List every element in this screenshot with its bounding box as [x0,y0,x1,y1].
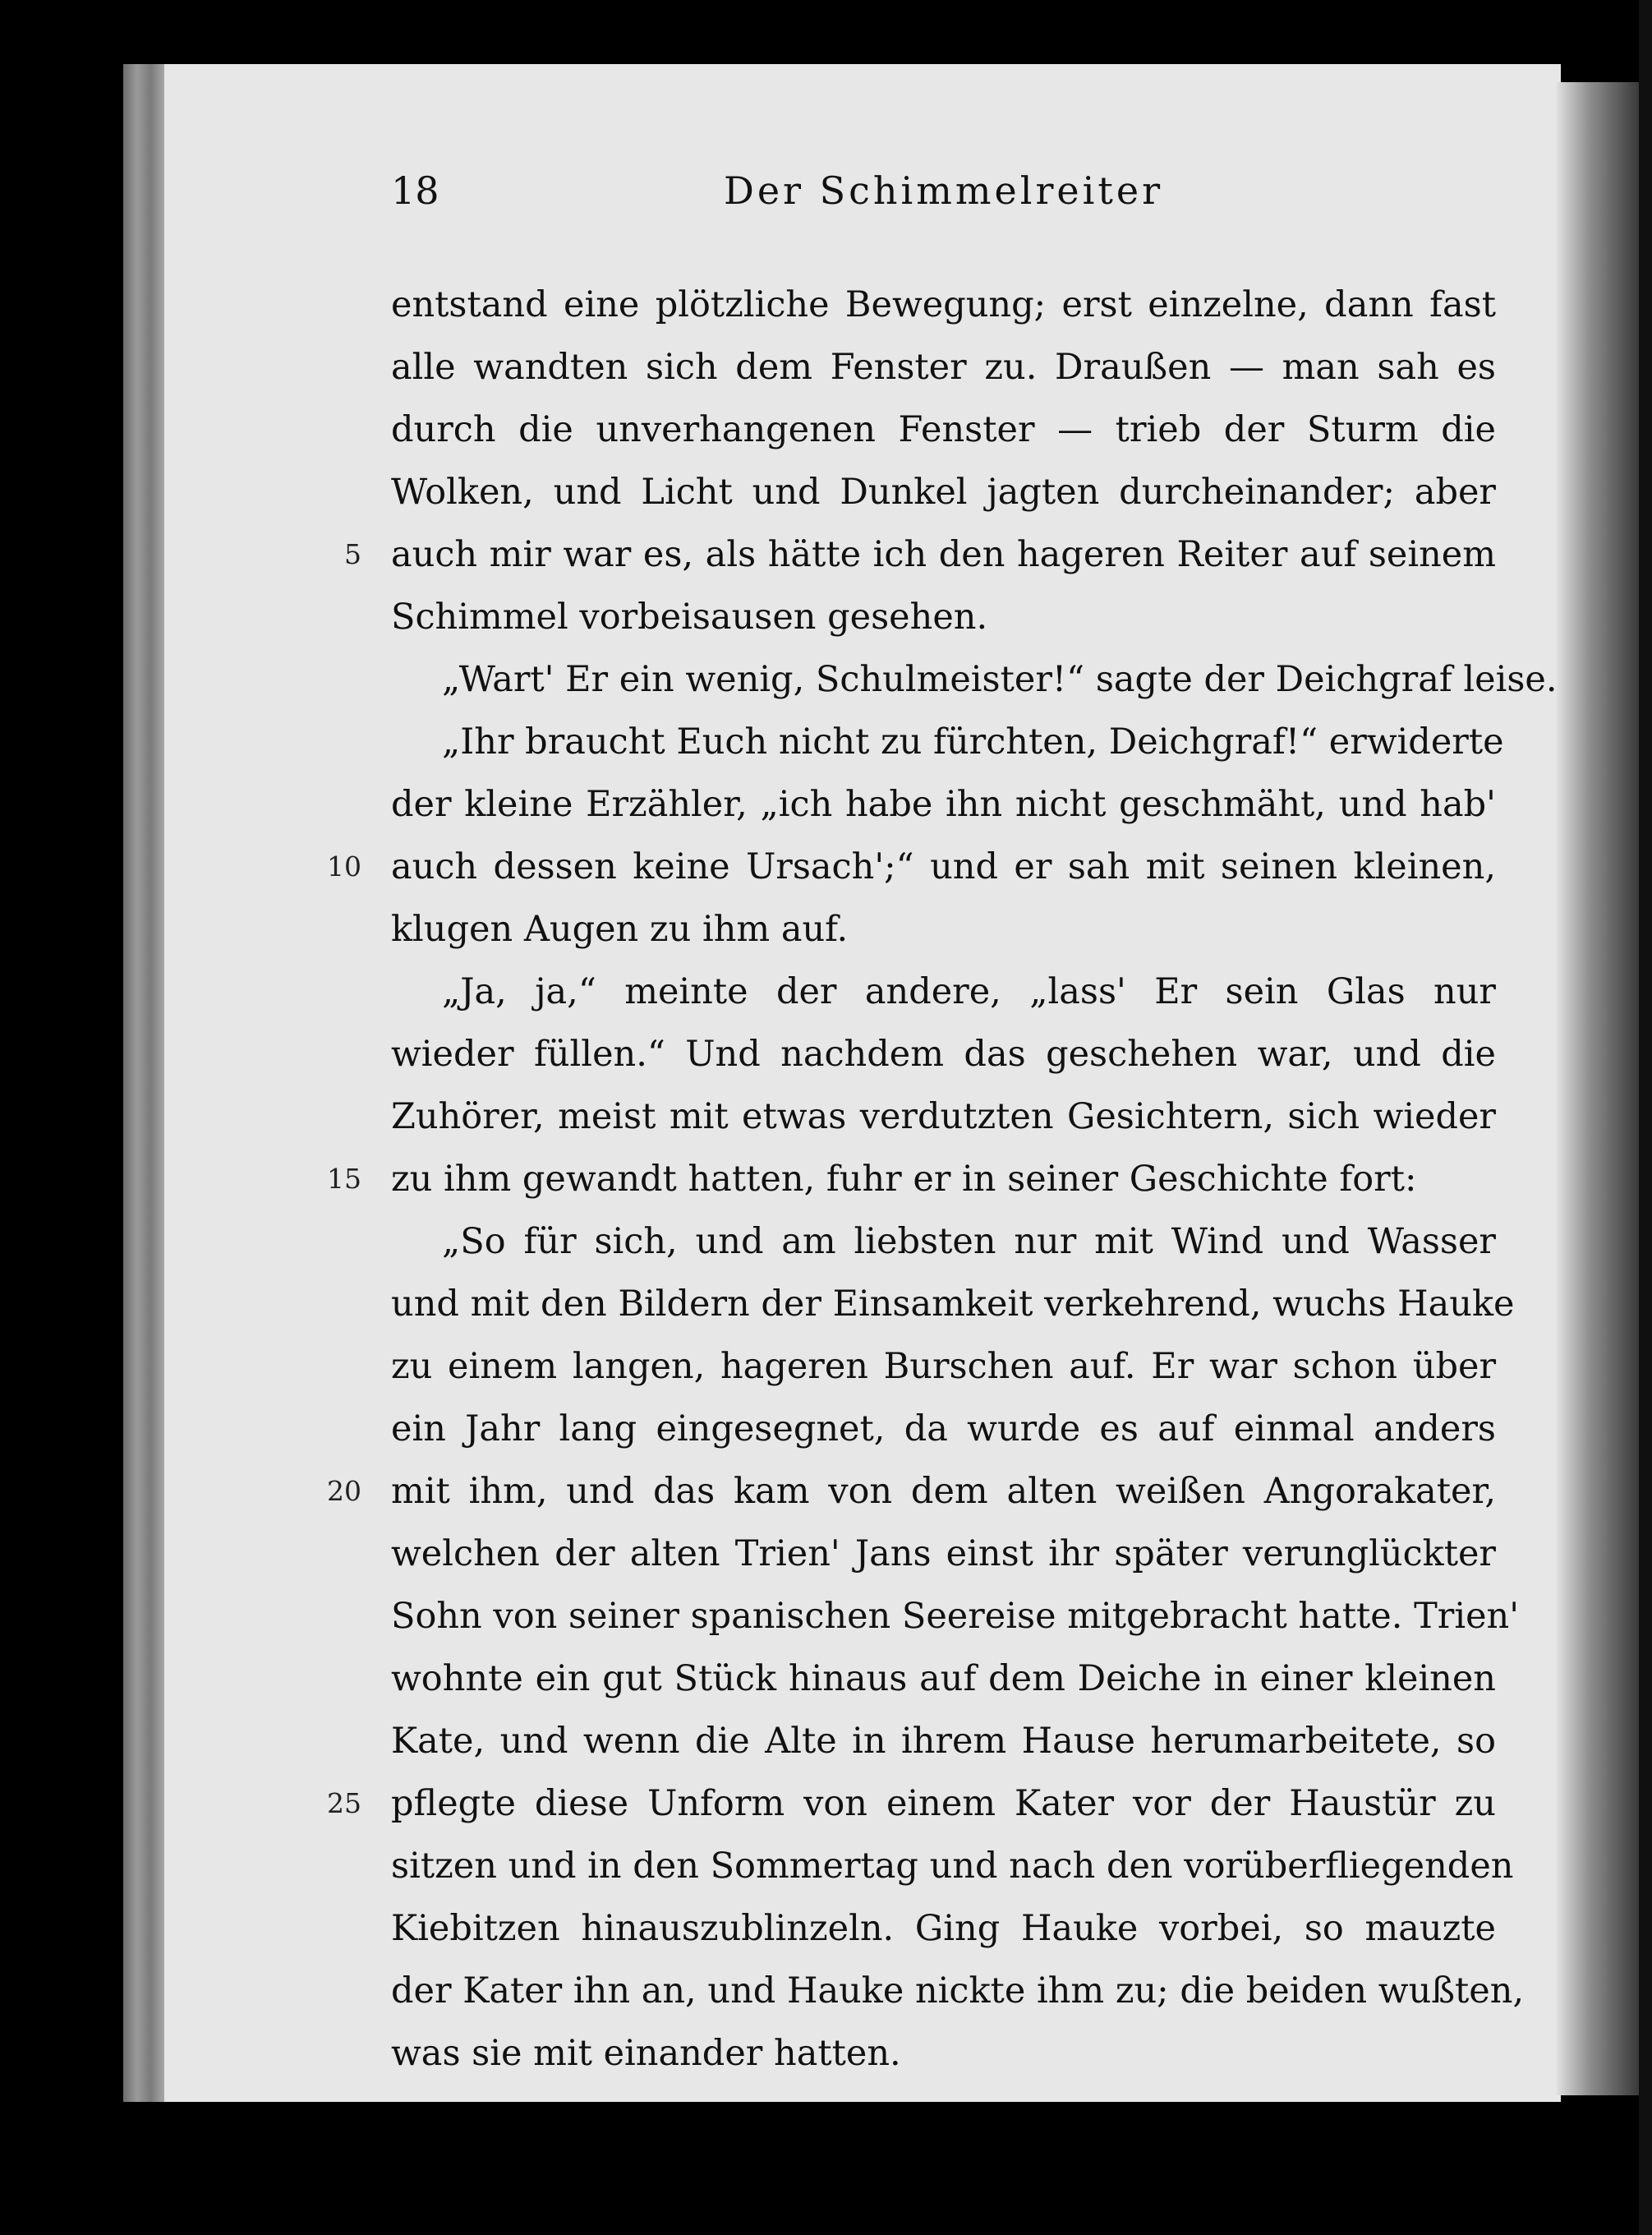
line-text: „Wart' Er ein wenig, Schulmeister!“ sagte der Deichgraf leise. [442,659,1558,700]
line-text: Wolken, und Licht und Dunkel jagten durcheinander; aber [391,472,1496,513]
text-line [391,1647,1496,1710]
page-edge-left [123,64,169,2102]
text-line [391,1897,1496,1960]
line-text: ein Jahr lang eingesegnet, da wurde es auf einmal anders [391,1408,1496,1449]
text-line [391,1523,1496,1585]
text-line [391,711,1504,773]
facing-page-strip [1639,0,1652,2235]
running-head [391,168,1496,234]
line-text: Kate, und wenn die Alte in ihrem Hause herumarbeitete, so [391,1721,1496,1762]
text-line [327,1460,1496,1523]
line-text: „Ja, ja,“ meinte der andere, „lass' Er sein Glas nur [442,971,1496,1012]
body-text [327,274,1558,2085]
text-line [391,1398,1496,1460]
text-line [391,586,1496,648]
line-number: 20 [327,1475,361,1507]
text-line [391,1335,1496,1398]
text-line [391,1585,1520,1647]
line-text: wieder füllen.“ Und nachdem das geschehen war, und die [391,1034,1496,1075]
line-number: 10 [327,850,361,882]
line-text: was sie mit einander hatten. [391,2033,901,2074]
line-text: auch mir war es, als hätte ich den hageren Reiter auf seinem [391,534,1496,575]
text-line [391,1710,1496,1772]
text-line [327,1148,1496,1210]
text-line [327,836,1496,898]
text-line [391,399,1496,461]
line-text: Schimmel vorbeisausen gesehen. [391,597,988,638]
page-edge-right [1557,82,1639,2095]
text-line [391,648,1558,711]
line-text: pflegte diese Unform von einem Kater vor der Haustür zu [391,1783,1496,1824]
text-line [391,1210,1496,1273]
line-text: sitzen und in den Sommertag und nach den vorüberfliegenden [391,1846,1514,1887]
line-text: „So für sich, und am liebsten nur mit Wind und Wasser [442,1221,1496,1262]
line-number: 25 [327,1787,361,1819]
line-number: 15 [327,1163,361,1195]
text-line [391,336,1496,399]
text-line [391,2022,1496,2085]
text-line [391,1085,1496,1148]
text-line [391,898,1496,961]
text-line [391,1835,1514,1897]
line-text: klugen Augen zu ihm auf. [391,909,849,950]
line-text: Kiebitzen hinauszublinzeln. Ging Hauke vorbei, so mauzte [391,1908,1496,1949]
line-text: „Ihr braucht Euch nicht zu fürchten, Deichgraf!“ erwiderte [442,721,1504,763]
line-text: mit ihm, und das kam von dem alten weißen Angorakater, [391,1471,1496,1512]
line-text: alle wandten sich dem Fenster zu. Draußen — man sah es [391,347,1496,388]
line-text: Sohn von seiner spanischen Seereise mitgebracht hatte. Trien' [391,1596,1520,1637]
line-text: entstand eine plötzliche Bewegung; erst einzelne, dann fast [391,284,1496,325]
line-text: zu ihm gewandt hatten, fuhr er in seiner Geschichte fort: [391,1159,1417,1200]
text-line [391,961,1496,1023]
line-text: durch die unverhangenen Fenster — trieb der Sturm die [391,409,1496,450]
text-line [391,1273,1515,1335]
line-number: 5 [344,538,361,570]
text-line [391,773,1496,836]
text-line [344,523,1496,586]
text-line [391,461,1496,523]
line-text: der Kater ihn an, und Hauke nickte ihm zu; die beiden wußten, [391,1970,1525,2012]
line-text: der kleine Erzähler, „ich habe ihn nicht geschmäht, und hab' [391,784,1496,825]
text-line [327,1772,1496,1835]
text-line [391,274,1496,336]
line-text: und mit den Bildern der Einsamkeit verkehrend, wuchs Hauke [391,1283,1515,1325]
text-line [391,1960,1525,2022]
text-line [391,1023,1496,1085]
line-text: welchen der alten Trien' Jans einst ihr später verunglückter [391,1533,1496,1574]
page-number: 18 [391,168,439,213]
line-text: Zuhörer, meist mit etwas verdutzten Gesichtern, sich wieder [391,1096,1496,1137]
line-text: auch dessen keine Ursach';“ und er sah mit seinen kleinen, [391,846,1496,887]
line-text: wohnte ein gut Stück hinaus auf dem Deiche in einer kleinen [391,1658,1496,1699]
line-text: zu einem langen, hageren Burschen auf. Er war schon über [391,1346,1496,1387]
page-title: Der Schimmelreiter [723,168,1164,213]
